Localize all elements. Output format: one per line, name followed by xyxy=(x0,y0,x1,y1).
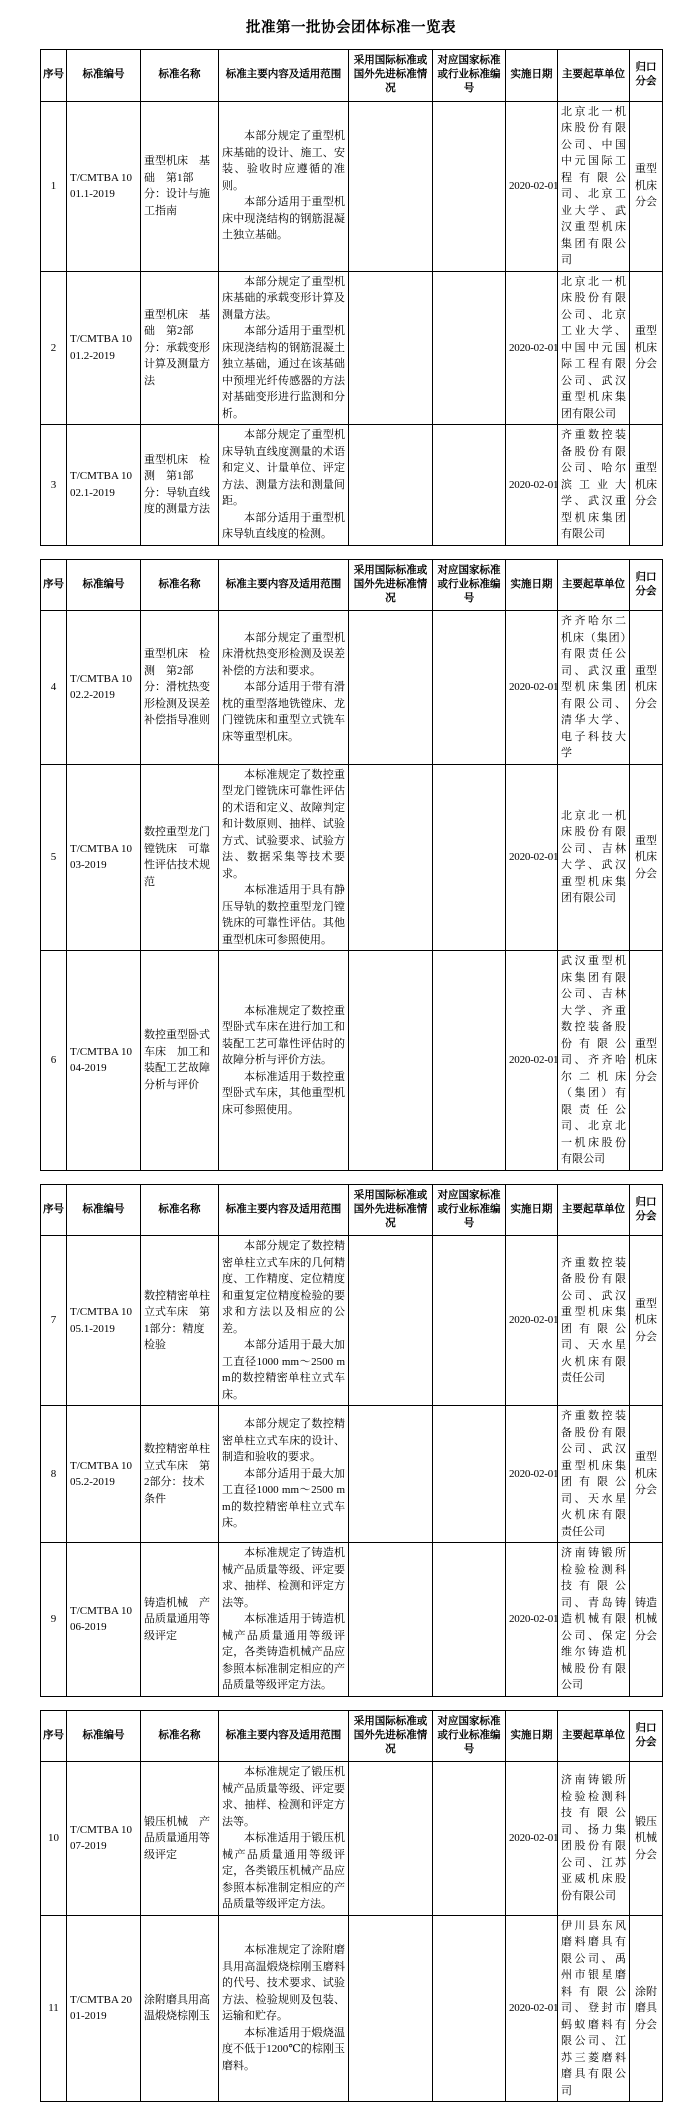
content-paragraph: 本标准规定了数控重型龙门镗铣床可靠性评估的术语和定义、故障判定和计数原则、抽样、试验方式、试验要求、试验方法、数据采集等技术要求。 xyxy=(222,768,345,880)
standard-code-cell: T/CMTBA 1002.1-2019 xyxy=(67,425,141,546)
intl-standard-status-cell xyxy=(349,1915,433,2102)
drafting-units-cell: 北京北一机床股份有限公司、吉林大学、武汉重型机床集团有限公司 xyxy=(558,764,630,951)
column-header: 标准主要内容及适用范围 xyxy=(219,1184,349,1236)
column-header: 序号 xyxy=(41,1710,67,1762)
standard-code-cell: T/CMTBA 1004-2019 xyxy=(67,951,141,1171)
content-paragraph: 本部分适用于重型机床现浇结构的钢筋混凝土独立基础，通过在该基础中预埋光纤传感器的方法对基础变形进行监测和分析。 xyxy=(222,325,345,420)
table-row xyxy=(41,611,663,765)
standard-code-cell: T/CMTBA 1003-2019 xyxy=(67,764,141,951)
standard-name-cell: 数控重型龙门镗铣床 可靠性评估技术规范 xyxy=(141,764,219,951)
column-header: 主要起草单位 xyxy=(558,50,630,102)
column-header: 对应国家标准或行业标准编号 xyxy=(433,1184,506,1236)
standard-code-cell: T/CMTBA 1005.2-2019 xyxy=(67,1406,141,1543)
content-paragraph: 本部分规定了重型机床导轨直线度测量的术语和定义、计量单位、评定方法、测量方法和测量间距。 xyxy=(222,429,345,508)
column-header: 标准主要内容及适用范围 xyxy=(219,1710,349,1762)
standard-name-cell: 数控精密单柱立式车床 第2部分：技术条件 xyxy=(141,1406,219,1543)
column-header: 标准名称 xyxy=(141,1184,219,1236)
standard-code-cell: T/CMTBA 1006-2019 xyxy=(67,1543,141,1697)
branch-association-cell: 重型机床分会 xyxy=(630,1406,663,1543)
implementation-date-cell: 2020-02-01 xyxy=(506,611,558,765)
column-header: 实施日期 xyxy=(506,559,558,611)
national-standard-code-cell xyxy=(433,101,506,271)
standards-table-section-4 xyxy=(40,1710,663,2103)
standard-code-cell: T/CMTBA 1001.1-2019 xyxy=(67,101,141,271)
standard-content-cell xyxy=(219,1762,349,1916)
table-row xyxy=(41,764,663,951)
content-paragraph: 本标准适用于锻压机械产品质量通用等级评定，各类锻压机械产品应参照本标准制定相应的产品质量等级评定方法。 xyxy=(222,1832,345,1911)
drafting-units-cell: 北京北一机床股份有限公司、中国中元国际工程有限公司、北京工业大学、武汉重型机床集团有限公司 xyxy=(558,101,630,271)
column-header: 对应国家标准或行业标准编号 xyxy=(433,559,506,611)
column-header: 归口分会 xyxy=(630,1710,663,1762)
content-paragraph: 本标准适用于具有静压导轨的数控重型龙门镗铣床的可靠性评估。其他重型机床可参照使用。 xyxy=(222,884,345,946)
content-paragraph: 本部分规定了重型机床基础的承载变形计算及测量方法。 xyxy=(222,275,345,321)
intl-standard-status-cell xyxy=(349,951,433,1171)
content-paragraph: 本标准规定了锻压机械产品质量等级、评定要求、抽样、检测和评定方法等。 xyxy=(222,1766,345,1828)
standards-table-section-1 xyxy=(40,49,663,546)
standard-code-cell: T/CMTBA 1007-2019 xyxy=(67,1762,141,1916)
table-row xyxy=(41,271,663,425)
standard-content-cell xyxy=(219,611,349,765)
national-standard-code-cell xyxy=(433,1915,506,2102)
standard-content-cell xyxy=(219,1406,349,1543)
implementation-date-cell: 2020-02-01 xyxy=(506,271,558,425)
column-header: 对应国家标准或行业标准编号 xyxy=(433,1710,506,1762)
drafting-units-cell: 济南铸锻所检验检测科技有限公司、青岛铸造机械有限公司、保定维尔铸造机械股份有限公司 xyxy=(558,1543,630,1697)
column-header: 采用国际标准或国外先进标准情况 xyxy=(349,559,433,611)
column-header: 标准主要内容及适用范围 xyxy=(219,559,349,611)
drafting-units-cell: 齐重数控装备股份有限公司、哈尔滨工业大学、武汉重型机床集团有限公司 xyxy=(558,425,630,546)
implementation-date-cell: 2020-02-01 xyxy=(506,101,558,271)
national-standard-code-cell xyxy=(433,1543,506,1697)
national-standard-code-cell xyxy=(433,951,506,1171)
implementation-date-cell: 2020-02-01 xyxy=(506,1543,558,1697)
implementation-date-cell: 2020-02-01 xyxy=(506,764,558,951)
column-header: 标准名称 xyxy=(141,1710,219,1762)
drafting-units-cell: 齐重数控装备股份有限公司、武汉重型机床集团有限公司、天水星火机床有限责任公司 xyxy=(558,1236,630,1406)
content-paragraph: 本标准适用于煅烧温度不低于1200℃的棕刚玉磨料。 xyxy=(222,2026,345,2072)
content-paragraph: 本部分规定了数控精密单柱立式车床的设计、制造和验收的要求。 xyxy=(222,1418,345,1464)
drafting-units-cell: 武汉重型机床集团有限公司、吉林大学、齐重数控装备股份有限公司、齐齐哈尔二机床（集团）有限责任公司、北京北一机床股份有限公司 xyxy=(558,951,630,1171)
content-paragraph: 本标准规定了数控重型卧式车床在进行加工和装配工艺可靠性评估时的故障分析与评价方法。 xyxy=(222,1004,345,1067)
standard-name-cell: 锻压机械 产品质量通用等级评定 xyxy=(141,1762,219,1916)
header-row xyxy=(41,1184,663,1236)
national-standard-code-cell xyxy=(433,1406,506,1543)
header-row xyxy=(41,559,663,611)
content-paragraph: 本部分适用于重型机床导轨直线度的检测。 xyxy=(222,511,345,541)
standard-code-cell: T/CMTBA 2001-2019 xyxy=(67,1915,141,2102)
row-number-cell: 11 xyxy=(41,1915,67,2102)
implementation-date-cell: 2020-02-01 xyxy=(506,1915,558,2102)
standard-code-cell: T/CMTBA 1001.2-2019 xyxy=(67,271,141,425)
row-number-cell: 6 xyxy=(41,951,67,1171)
column-header: 标准编号 xyxy=(67,1184,141,1236)
row-number-cell: 9 xyxy=(41,1543,67,1697)
row-number-cell: 8 xyxy=(41,1406,67,1543)
national-standard-code-cell xyxy=(433,425,506,546)
branch-association-cell: 重型机床分会 xyxy=(630,764,663,951)
column-header: 采用国际标准或国外先进标准情况 xyxy=(349,50,433,102)
column-header: 采用国际标准或国外先进标准情况 xyxy=(349,1184,433,1236)
row-number-cell: 10 xyxy=(41,1762,67,1916)
standard-content-cell xyxy=(219,764,349,951)
implementation-date-cell: 2020-02-01 xyxy=(506,1236,558,1406)
drafting-units-cell: 北京北一机床股份有限公司、北京工业大学、中国中元国际工程有限公司、武汉重型机床集团有限公司 xyxy=(558,271,630,425)
table-row xyxy=(41,101,663,271)
implementation-date-cell: 2020-02-01 xyxy=(506,1762,558,1916)
standard-code-cell: T/CMTBA 1002.2-2019 xyxy=(67,611,141,765)
branch-association-cell: 涂附磨具分会 xyxy=(630,1915,663,2102)
column-header: 归口分会 xyxy=(630,50,663,102)
implementation-date-cell: 2020-02-01 xyxy=(506,1406,558,1543)
header-row xyxy=(41,1710,663,1762)
row-number-cell: 2 xyxy=(41,271,67,425)
column-header: 实施日期 xyxy=(506,1710,558,1762)
branch-association-cell: 重型机床分会 xyxy=(630,101,663,271)
column-header: 标准编号 xyxy=(67,559,141,611)
intl-standard-status-cell xyxy=(349,101,433,271)
branch-association-cell: 重型机床分会 xyxy=(630,611,663,765)
column-header: 采用国际标准或国外先进标准情况 xyxy=(349,1710,433,1762)
table-row xyxy=(41,951,663,1171)
drafting-units-cell: 济南铸锻所检验检测科技有限公司、扬力集团股份有限公司、江苏亚威机床股份有限公司 xyxy=(558,1762,630,1916)
table-row xyxy=(41,1762,663,1916)
branch-association-cell: 锻压机械分会 xyxy=(630,1762,663,1916)
column-header: 序号 xyxy=(41,1184,67,1236)
intl-standard-status-cell xyxy=(349,271,433,425)
standard-name-cell: 涂附磨具用高温煅烧棕刚玉 xyxy=(141,1915,219,2102)
column-header: 主要起草单位 xyxy=(558,1710,630,1762)
content-paragraph: 本标准规定了铸造机械产品质量等级、评定要求、抽样、检测和评定方法等。 xyxy=(222,1547,345,1609)
standard-name-cell: 重型机床 基础 第1部分：设计与施工指南 xyxy=(141,101,219,271)
content-paragraph: 本部分适用于重型机床中现浇结构的钢筋混凝土独立基础。 xyxy=(222,196,345,242)
row-number-cell: 4 xyxy=(41,611,67,765)
row-number-cell: 3 xyxy=(41,425,67,546)
intl-standard-status-cell xyxy=(349,764,433,951)
table-row xyxy=(41,1915,663,2102)
content-paragraph: 本部分规定了重型机床滑枕热变形检测及误差补偿的方法和要求。 xyxy=(222,631,345,677)
national-standard-code-cell xyxy=(433,1762,506,1916)
standard-code-cell: T/CMTBA 1005.1-2019 xyxy=(67,1236,141,1406)
branch-association-cell: 重型机床分会 xyxy=(630,951,663,1171)
standard-name-cell: 重型机床 检测 第2部分：滑枕热变形检测及误差补偿指导准则 xyxy=(141,611,219,765)
standard-content-cell xyxy=(219,1543,349,1697)
column-header: 标准编号 xyxy=(67,1710,141,1762)
drafting-units-cell: 齐重数控装备股份有限公司、武汉重型机床集团有限公司、天水星火机床有限责任公司 xyxy=(558,1406,630,1543)
national-standard-code-cell xyxy=(433,271,506,425)
table-row xyxy=(41,1406,663,1543)
content-paragraph: 本部分适用于最大加工直径1000 mm～2500 mm的数控精密单柱立式车床。 xyxy=(222,1467,345,1530)
column-header: 主要起草单位 xyxy=(558,1184,630,1236)
national-standard-code-cell xyxy=(433,764,506,951)
standard-name-cell: 铸造机械 产品质量通用等级评定 xyxy=(141,1543,219,1697)
national-standard-code-cell xyxy=(433,611,506,765)
column-header: 标准主要内容及适用范围 xyxy=(219,50,349,102)
intl-standard-status-cell xyxy=(349,611,433,765)
content-paragraph: 本标准规定了涂附磨具用高温煅烧棕刚玉磨料的代号、技术要求、试验方法、检验规则及包装、运输和贮存。 xyxy=(222,1944,345,2023)
national-standard-code-cell xyxy=(433,1236,506,1406)
table-sections-container xyxy=(40,49,662,2102)
intl-standard-status-cell xyxy=(349,1406,433,1543)
content-paragraph: 本标准适用于铸造机械产品质量通用等级评定，各类铸造机械产品应参照本标准制定相应的产品质量等级评定方法。 xyxy=(222,1613,345,1692)
intl-standard-status-cell xyxy=(349,1236,433,1406)
row-number-cell: 7 xyxy=(41,1236,67,1406)
column-header: 标准名称 xyxy=(141,559,219,611)
header-row xyxy=(41,50,663,102)
column-header: 归口分会 xyxy=(630,559,663,611)
content-paragraph: 本部分规定了数控精密单柱立式车床的几何精度、工作精度、定位精度和重复定位精度检验的要求和方法以及相应的公差。 xyxy=(222,1240,345,1335)
standard-name-cell: 重型机床 检测 第1部分：导轨直线度的测量方法 xyxy=(141,425,219,546)
intl-standard-status-cell xyxy=(349,1762,433,1916)
table-row xyxy=(41,425,663,546)
implementation-date-cell: 2020-02-01 xyxy=(506,425,558,546)
column-header: 标准编号 xyxy=(67,50,141,102)
content-paragraph: 本标准适用于数控重型卧式车床，其他重型机床可参照使用。 xyxy=(222,1070,345,1116)
drafting-units-cell: 齐齐哈尔二机床（集团）有限责任公司、武汉重型机床集团有限公司、清华大学、电子科技大学 xyxy=(558,611,630,765)
implementation-date-cell: 2020-02-01 xyxy=(506,951,558,1171)
branch-association-cell: 重型机床分会 xyxy=(630,271,663,425)
table-row xyxy=(41,1236,663,1406)
standard-content-cell xyxy=(219,271,349,425)
standards-table-section-2 xyxy=(40,559,663,1171)
row-number-cell: 1 xyxy=(41,101,67,271)
standard-name-cell: 数控重型卧式车床 加工和装配工艺故障分析与评价 xyxy=(141,951,219,1171)
standard-content-cell xyxy=(219,425,349,546)
intl-standard-status-cell xyxy=(349,425,433,546)
standard-content-cell xyxy=(219,1236,349,1406)
column-header: 序号 xyxy=(41,559,67,611)
branch-association-cell: 重型机床分会 xyxy=(630,425,663,546)
page-title: 批准第一批协会团体标准一览表 xyxy=(246,20,456,36)
branch-association-cell: 重型机床分会 xyxy=(630,1236,663,1406)
content-paragraph: 本部分规定了重型机床基础的设计、施工、安装、验收时应遵循的准则。 xyxy=(222,130,345,192)
table-row xyxy=(41,1543,663,1697)
column-header: 序号 xyxy=(41,50,67,102)
intl-standard-status-cell xyxy=(349,1543,433,1697)
standards-table-section-3 xyxy=(40,1184,663,1697)
column-header: 对应国家标准或行业标准编号 xyxy=(433,50,506,102)
standard-content-cell xyxy=(219,101,349,271)
standard-name-cell: 数控精密单柱立式车床 第1部分：精度检验 xyxy=(141,1236,219,1406)
standard-content-cell xyxy=(219,951,349,1171)
standard-content-cell xyxy=(219,1915,349,2102)
content-paragraph: 本部分适用于带有滑枕的重型落地铣镗床、龙门镗铣床和重型立式铣车床等重型机床。 xyxy=(222,681,345,743)
drafting-units-cell: 伊川县东风磨料磨具有限公司、禹州市银星磨料有限公司、登封市蚂蚁磨料有限公司、江苏三菱磨料磨具有限公司 xyxy=(558,1915,630,2102)
column-header: 实施日期 xyxy=(506,50,558,102)
column-header: 标准名称 xyxy=(141,50,219,102)
standard-name-cell: 重型机床 基础 第2部分：承载变形计算及测量方法 xyxy=(141,271,219,425)
content-paragraph: 本部分适用于最大加工直径1000 mm～2500 mm的数控精密单柱立式车床。 xyxy=(222,1339,345,1401)
column-header: 主要起草单位 xyxy=(558,559,630,611)
column-header: 归口分会 xyxy=(630,1184,663,1236)
branch-association-cell: 铸造机械分会 xyxy=(630,1543,663,1697)
column-header: 实施日期 xyxy=(506,1184,558,1236)
row-number-cell: 5 xyxy=(41,764,67,951)
